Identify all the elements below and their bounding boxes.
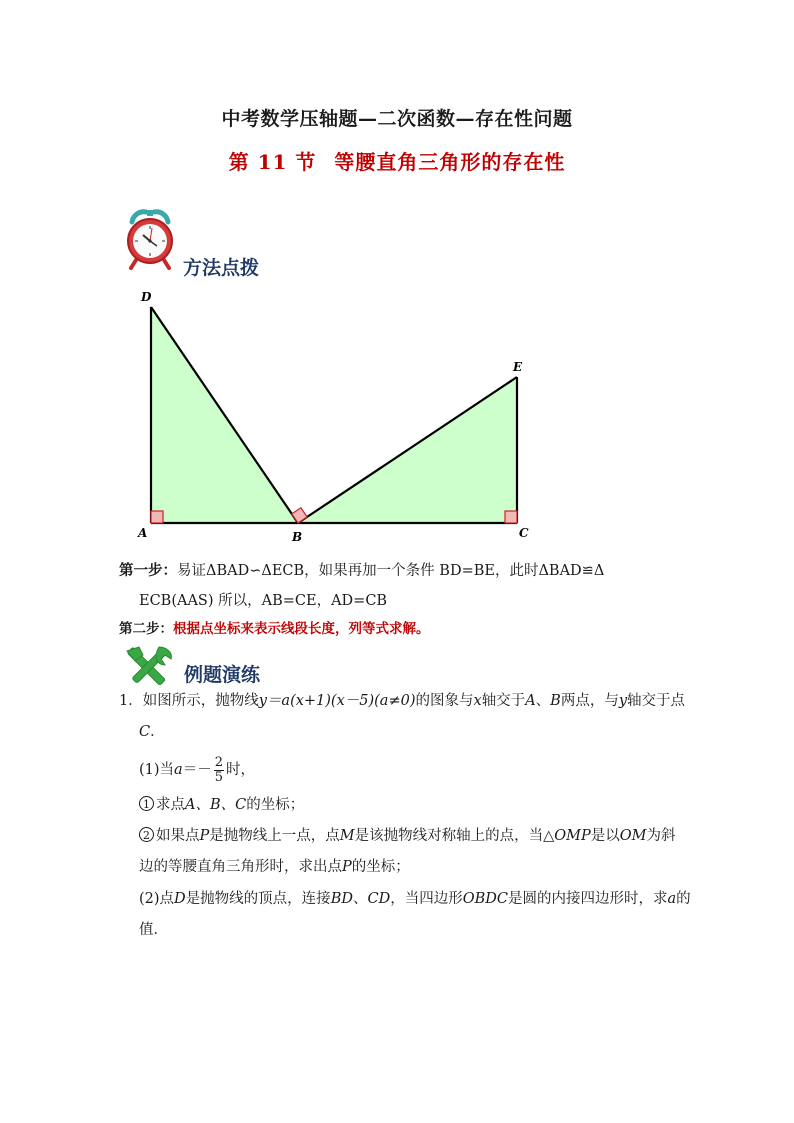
tools-icon xyxy=(123,645,175,689)
q-text-e: 轴交于点 xyxy=(627,693,686,709)
q-b: B xyxy=(550,693,561,709)
part2-cd: CD xyxy=(367,891,391,907)
sub2-text-a: 如果点 xyxy=(156,828,200,844)
sub-question-1 xyxy=(139,795,304,815)
section-heading xyxy=(0,146,794,175)
part1-var: a xyxy=(174,762,183,778)
sub-question-2-line2 xyxy=(139,857,410,877)
q-formula: y＝a(x+1)(x－5)(a≠0) xyxy=(258,693,416,709)
part2-line2: 值． xyxy=(139,922,168,938)
q-x: x xyxy=(473,693,482,709)
label-a: A xyxy=(138,526,148,540)
examples-heading: 例题演练 xyxy=(184,664,261,686)
part1-condition xyxy=(139,753,255,787)
step2-line xyxy=(119,619,430,639)
sub2-line2-p: P xyxy=(342,859,352,875)
q-text-d: 两点，与 xyxy=(560,693,619,709)
part2-text-c: ，当四边形 xyxy=(390,891,463,907)
question-line2 xyxy=(139,722,165,742)
sub2-text-e: 为斜 xyxy=(646,828,676,844)
part1-eq: ＝－ xyxy=(182,762,212,778)
sub2-p: P xyxy=(199,828,210,844)
section-number: 第 11 节 xyxy=(228,150,317,174)
q-c: C xyxy=(139,724,151,740)
fraction xyxy=(214,756,224,785)
alarm-clock-icon xyxy=(124,206,176,270)
document-title: 中考数学压轴题—二次函数—存在性问题 xyxy=(221,108,573,130)
q-text-a: 如图所示，抛物线 xyxy=(142,693,259,709)
step1-line2: ECB(AAS) 所以，AB=CE，AD=CB xyxy=(139,593,388,609)
sub2-text-b: 是抛物线上一点，点 xyxy=(209,828,340,844)
label-b: B xyxy=(292,530,303,544)
sub1-points: A、B、C xyxy=(185,797,247,813)
sub2-line2-a: 边的等腰直角三角形时，求出点 xyxy=(139,859,342,875)
part2-bd: BD xyxy=(330,891,353,907)
q-y: y xyxy=(618,693,628,709)
geometry-figure xyxy=(130,285,540,545)
part2-a: a xyxy=(667,891,677,907)
part2-text-e: 的 xyxy=(676,891,691,907)
sub1-text-a: 求点 xyxy=(156,797,185,813)
sub-question-2-line1 xyxy=(139,826,676,846)
sub2-text-d: 是以 xyxy=(590,828,620,844)
method-heading: 方法点拨 xyxy=(183,257,260,279)
fraction-numerator: 2 xyxy=(214,754,223,770)
sub2-text-c: 是该抛物线对称轴上的点，当△ xyxy=(354,828,555,844)
part2-text-a: (2)点 xyxy=(139,891,175,907)
q-text-c: 轴交于 xyxy=(481,693,526,709)
sub2-line2-b: 的坐标； xyxy=(351,859,410,875)
step2-text: 根据点坐标来表示线段长度，列等式求解。 xyxy=(173,621,430,637)
right-angle-a xyxy=(151,511,163,523)
q-number: 1． xyxy=(119,693,143,709)
circled-number-1: 1 xyxy=(139,796,154,811)
q-sep: 、 xyxy=(535,693,551,709)
part2-text-d: 是圆的内接四边形时，求 xyxy=(507,891,668,907)
step1-line1 xyxy=(119,561,604,581)
sub2-omp: OMP xyxy=(554,828,591,844)
section-title: 等腰直角三角形的存在性 xyxy=(334,150,566,174)
part2-obdc: OBDC xyxy=(462,891,508,907)
q-text-b: 的图象与 xyxy=(415,693,474,709)
question-line1 xyxy=(119,691,685,711)
part1-prefix: (1)当 xyxy=(139,762,175,778)
label-d: D xyxy=(141,290,152,304)
step1-label: 第一步： xyxy=(119,562,177,579)
label-c: C xyxy=(519,526,529,540)
part2-line1 xyxy=(139,889,691,909)
right-angle-c xyxy=(505,511,517,523)
sub1-text-b: 的坐标； xyxy=(246,797,305,813)
part2-sep: 、 xyxy=(352,891,368,907)
step2-label: 第二步： xyxy=(119,621,173,637)
part2-text-b: 是抛物线的顶点，连接 xyxy=(185,891,331,907)
circled-number-2: 2 xyxy=(139,827,154,842)
q-a: A xyxy=(525,693,536,709)
sub2-om: OM xyxy=(619,828,647,844)
part2-d: D xyxy=(174,891,186,907)
step1-text: 易证ΔBAD∽ΔECB，如果再加一个条件 BD=BE，此时ΔBAD≌Δ xyxy=(177,563,605,579)
sub2-m: M xyxy=(339,828,355,844)
fraction-denominator: 5 xyxy=(214,769,223,785)
q-period: ． xyxy=(150,724,165,740)
part1-suffix: 时， xyxy=(225,762,255,778)
label-e: E xyxy=(513,360,523,374)
